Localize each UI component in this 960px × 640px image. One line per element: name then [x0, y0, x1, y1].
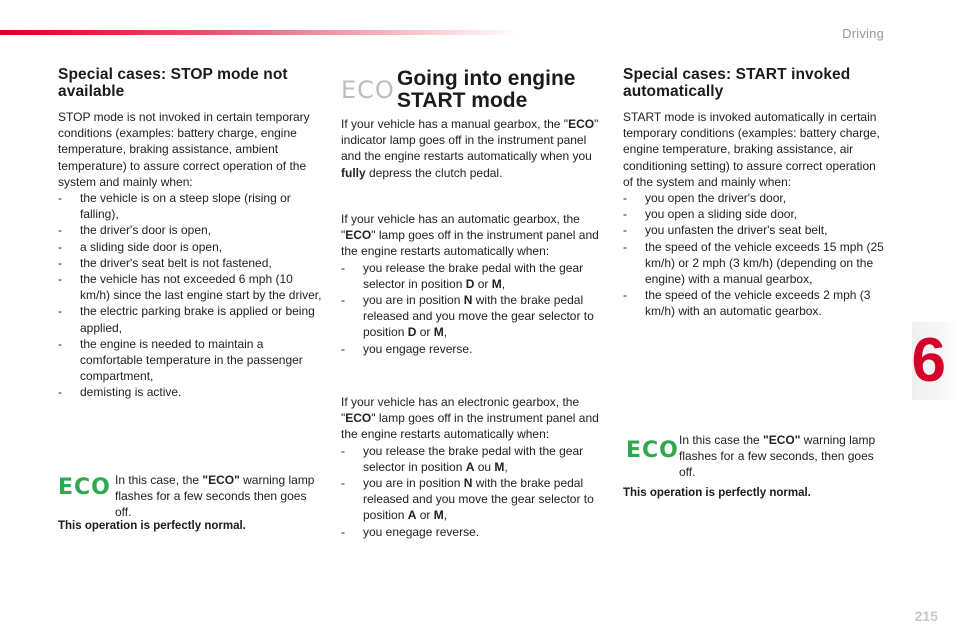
start-conditions-list [623, 190, 888, 320]
list-item: - the driver's door is open, [58, 222, 323, 238]
list-item: - you open the driver's door, [623, 190, 888, 206]
column-start-invoked [623, 66, 888, 320]
automatic-gearbox-block [341, 211, 606, 357]
list-item: - the vehicle has not exceeded 6 mph (10 km/h) since the last engine start by the driver, [58, 271, 323, 303]
section-label: Driving [842, 26, 884, 41]
list-item: - you release the brake pedal with the gear selector in position D or M, [341, 260, 606, 292]
automatic-intro: If your vehicle has an automatic gearbox, the "ECO" lamp goes off in the instrument panel and the engine restarts automatically when: [341, 212, 599, 259]
automatic-conditions-list [341, 260, 606, 357]
top-accent-bar [0, 30, 520, 35]
stop-conditions-list [58, 190, 323, 401]
list-item: - the vehicle is on a steep slope (rising or falling), [58, 190, 323, 222]
list-item: - demisting is active. [58, 384, 323, 400]
chapter-number: 6 [911, 326, 946, 395]
heading-stop-not-available: Special cases: STOP mode not available [58, 66, 288, 100]
list-item: - you engage reverse. [341, 341, 606, 357]
eco-icon: ECO [341, 76, 395, 104]
list-item: - you unfasten the driver's seat belt, [623, 222, 888, 238]
electronic-conditions-list [341, 443, 606, 540]
start-intro: START mode is invoked automatically in certain temporary conditions (examples: battery charge, engine temperature, braking assistance, air conditioning setting) to assure correct operation of the system and mainly when: [623, 110, 880, 189]
col1-eco-note: In this case, the "ECO" warning lamp flashes for a few seconds then goes off. [115, 473, 315, 520]
list-item: - the electric parking brake is applied or being applied, [58, 303, 323, 335]
list-item: - the driver's seat belt is not fastened, [58, 255, 323, 271]
manual-gearbox-paragraph: If your vehicle has a manual gearbox, the "ECO" indicator lamp goes off in the instrument panel and the engine restarts automatically when you fully depress the clutch pedal. [341, 117, 599, 180]
eco-icon: ECO [626, 438, 679, 463]
col3-eco-note: In this case the "ECO" warning lamp flashes for a few seconds, then goes off. [679, 433, 876, 480]
electronic-gearbox-block [341, 394, 606, 540]
list-item: - the speed of the vehicle exceeds 2 mph (3 km/h) with an automatic gearbox. [623, 287, 888, 319]
col3-normal-note: This operation is perfectly normal. [623, 487, 811, 499]
heading-going-into-start: Going into engine START mode [397, 67, 576, 112]
electronic-intro: If your vehicle has an electronic gearbox, the "ECO" lamp goes off in the instrument panel and the engine restarts automatically when: [341, 395, 599, 442]
stop-intro: STOP mode is not invoked in certain temporary conditions (examples: battery charge, engine temperature, braking assistance, ambient temperature) to assure correct operation of the system and mainly when: [58, 110, 310, 189]
heading-start-invoked: Special cases: START invoked automatically [623, 66, 851, 100]
list-item: - you enegage reverse. [341, 524, 606, 540]
list-item: - you open a sliding side door, [623, 206, 888, 222]
column-stop-not-available [58, 66, 323, 401]
page-number: 215 [914, 608, 938, 624]
list-item: - you are in position N with the brake pedal released and you move the gear selector to position D or M, [341, 292, 606, 341]
list-item: - you are in position N with the brake pedal released and you move the gear selector to position A or M, [341, 475, 606, 524]
list-item: - the engine is needed to maintain a comfortable temperature in the passenger compartment, [58, 336, 323, 385]
col1-normal-note: This operation is perfectly normal. [58, 520, 246, 532]
list-item: - a sliding side door is open, [58, 239, 323, 255]
eco-icon: ECO [58, 475, 111, 500]
list-item: - the speed of the vehicle exceeds 15 mph (25 km/h) or 2 mph (3 km/h) (depending on the engine) with a manual gearbox, [623, 239, 888, 288]
list-item: - you release the brake pedal with the gear selector in position A ou M, [341, 443, 606, 475]
